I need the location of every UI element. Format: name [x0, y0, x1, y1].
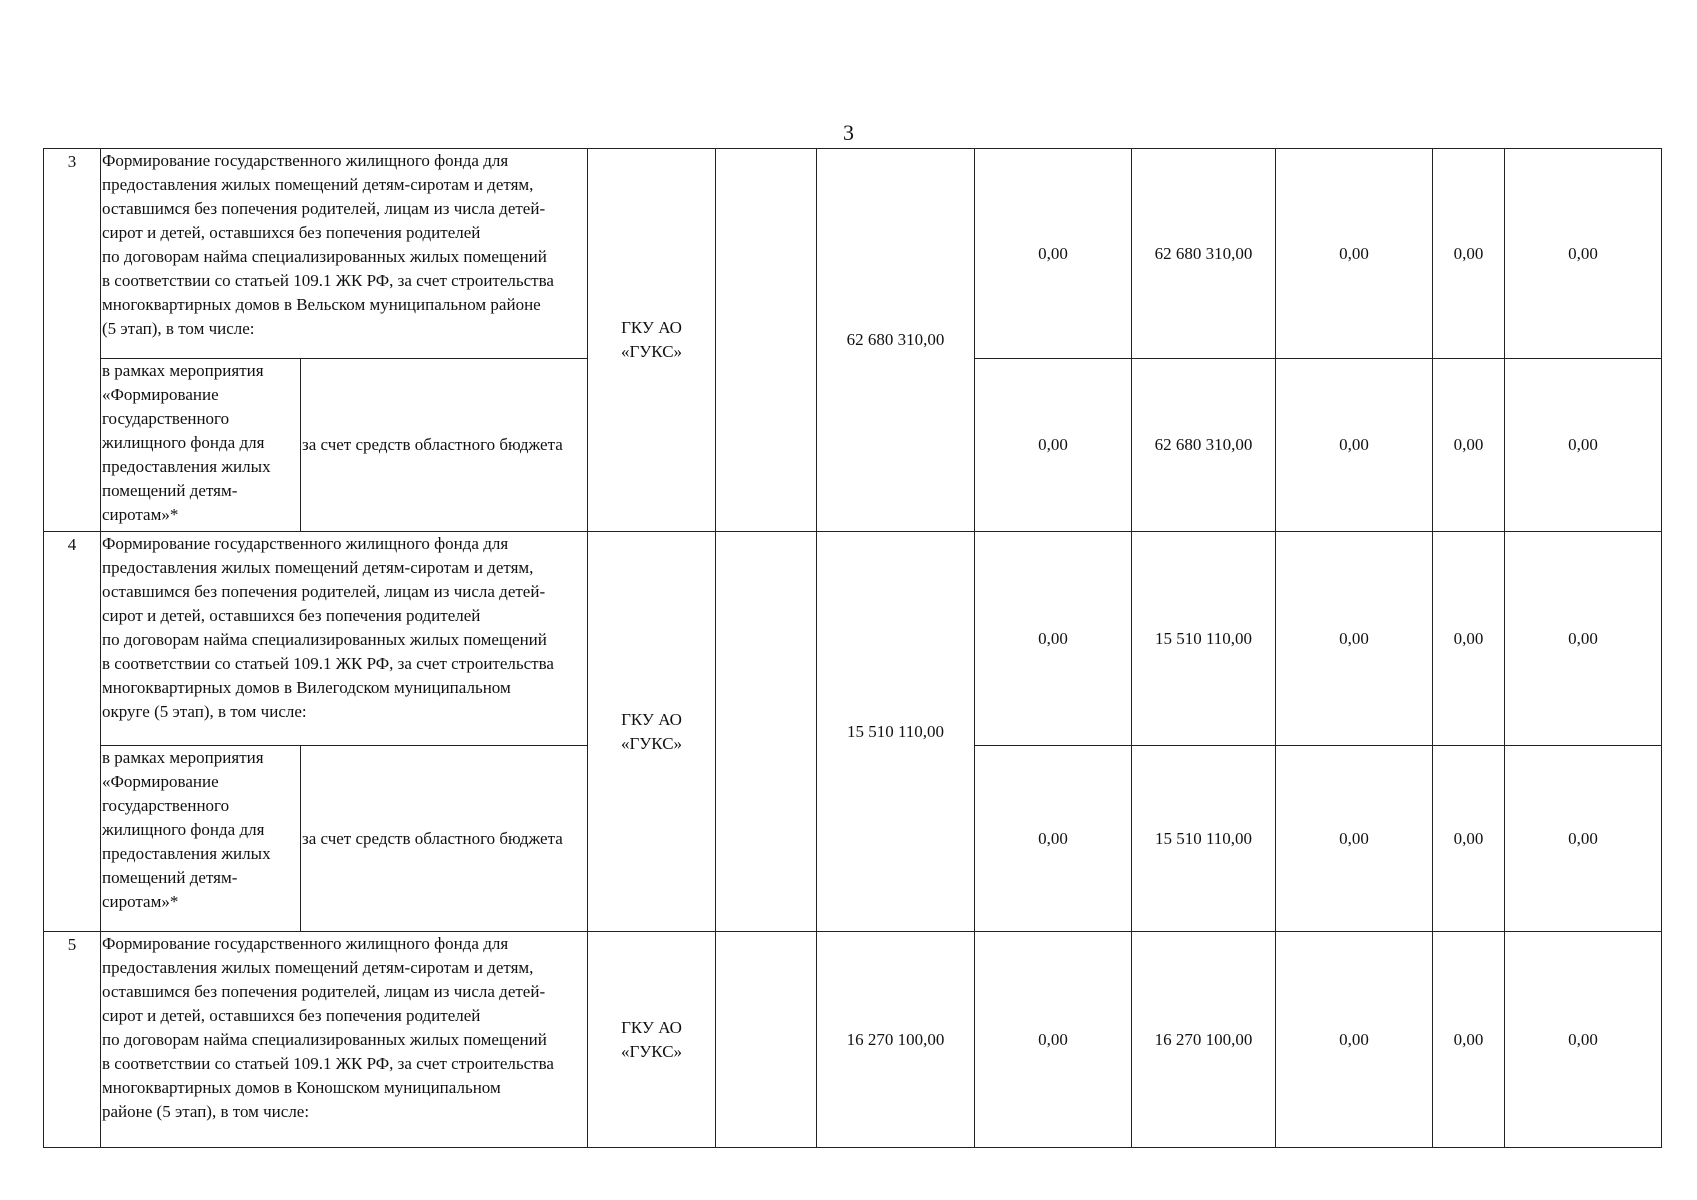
value-cell: 62 680 310,00	[1132, 149, 1276, 359]
description-line: районе (5 этап), в том числе:	[102, 1102, 310, 1121]
table-row	[44, 149, 1662, 359]
sub-label-line: «Формирование	[102, 772, 219, 791]
executor-line: ГКУ АО	[621, 1017, 682, 1037]
executor-line: ГКУ АО	[621, 709, 682, 729]
row-description	[101, 149, 588, 359]
value-cell: 0,00	[1276, 532, 1433, 746]
value-cell: 0,00	[975, 746, 1132, 932]
total-cell: 16 270 100,00	[817, 932, 975, 1148]
value-cell: 0,00	[1433, 746, 1505, 932]
description-line: Формирование государственного жилищного фонда для	[102, 934, 509, 953]
value-cell: 62 680 310,00	[1132, 359, 1276, 532]
sub-label-line: государственного	[102, 409, 230, 428]
value-cell: 0,00	[975, 932, 1132, 1148]
description-line: по договорам найма специализированных жилых помещений	[102, 247, 547, 266]
sub-label-line: в рамках мероприятия	[102, 361, 264, 380]
sub-label-line: жилищного фонда для	[102, 820, 265, 839]
empty-cell	[716, 532, 817, 932]
value-cell: 16 270 100,00	[1132, 932, 1276, 1148]
budget-table	[43, 148, 1662, 1148]
page-number: 3	[843, 120, 854, 145]
description-line: сирот и детей, оставшихся без попечения родителей	[102, 1006, 481, 1025]
funding-source: за счет средств областного бюджета	[301, 359, 588, 532]
row-description	[101, 532, 588, 746]
value-cell: 0,00	[1276, 149, 1433, 359]
empty-cell	[716, 932, 817, 1148]
value-cell: 15 510 110,00	[1132, 746, 1276, 932]
empty-cell	[716, 149, 817, 532]
sub-label-line: жилищного фонда для	[102, 433, 265, 452]
description-line: округе (5 этап), в том числе:	[102, 702, 307, 721]
value-cell: 0,00	[1433, 532, 1505, 746]
description-line: Формирование государственного жилищного фонда для	[102, 534, 509, 553]
value-cell: 0,00	[975, 359, 1132, 532]
description-line: в соответствии со статьей 109.1 ЖК РФ, за счет строительства	[102, 271, 554, 290]
description-line: Формирование государственного жилищного фонда для	[102, 151, 509, 170]
sub-label-line: «Формирование	[102, 385, 219, 404]
sub-label	[101, 746, 301, 932]
value-cell: 0,00	[1276, 932, 1433, 1148]
value-cell: 0,00	[975, 532, 1132, 746]
description-line: предоставления жилых помещений детям-сиротам и детям,	[102, 958, 534, 977]
total-cell: 62 680 310,00	[817, 149, 975, 532]
row-number: 4	[44, 532, 101, 932]
executor-line: ГКУ АО	[621, 318, 682, 337]
table-row	[44, 532, 1662, 746]
value-cell: 0,00	[1505, 359, 1662, 532]
value-cell: 0,00	[1433, 149, 1505, 359]
description-line: оставшимся без попечения родителей, лицам из числа детей-	[102, 582, 546, 601]
description-line: оставшимся без попечения родителей, лицам из числа детей-	[102, 982, 546, 1001]
description-line: предоставления жилых помещений детям-сиротам и детям,	[102, 175, 534, 194]
total-cell: 15 510 110,00	[817, 532, 975, 932]
value-cell: 0,00	[975, 149, 1132, 359]
table-row	[44, 932, 1662, 1148]
row-description	[101, 932, 588, 1148]
description-line: многоквартирных домов в Коношском муниципальном	[102, 1078, 501, 1097]
description-line: по договорам найма специализированных жилых помещений	[102, 630, 547, 649]
value-cell: 0,00	[1276, 746, 1433, 932]
sub-label-line: в рамках мероприятия	[102, 748, 264, 767]
description-line: предоставления жилых помещений детям-сиротам и детям,	[102, 558, 534, 577]
row-number: 5	[44, 932, 101, 1148]
description-line: многоквартирных домов в Вельском муниципальном районе	[102, 295, 541, 314]
sub-label-line: помещений детям-	[102, 868, 238, 887]
value-cell: 0,00	[1505, 746, 1662, 932]
value-cell: 0,00	[1505, 532, 1662, 746]
value-cell: 0,00	[1505, 149, 1662, 359]
executor-line: «ГУКС»	[620, 733, 683, 753]
sub-label-line: помещений детям-	[102, 481, 238, 500]
funding-source: за счет средств областного бюджета	[301, 746, 588, 932]
row-number: 3	[44, 149, 101, 532]
value-cell: 15 510 110,00	[1132, 532, 1276, 746]
description-line: в соответствии со статьей 109.1 ЖК РФ, за счет строительства	[102, 1054, 554, 1073]
executor-cell	[588, 532, 716, 932]
sub-label-line: предоставления жилых	[102, 844, 271, 863]
description-line: в соответствии со статьей 109.1 ЖК РФ, за счет строительства	[102, 654, 554, 673]
value-cell: 0,00	[1505, 932, 1662, 1148]
sub-label-line: сиротам»*	[102, 505, 179, 524]
value-cell: 0,00	[1433, 932, 1505, 1148]
executor-cell	[588, 932, 716, 1148]
description-line: оставшимся без попечения родителей, лицам из числа детей-	[102, 199, 546, 218]
value-cell: 0,00	[1276, 359, 1433, 532]
description-line: сирот и детей, оставшихся без попечения родителей	[102, 606, 481, 625]
executor-line: «ГУКС»	[620, 342, 683, 361]
description-line: сирот и детей, оставшихся без попечения родителей	[102, 223, 481, 242]
executor-cell	[588, 149, 716, 532]
sub-label	[101, 359, 301, 532]
description-line: (5 этап), в том числе:	[102, 319, 255, 338]
sub-label-line: предоставления жилых	[102, 457, 271, 476]
executor-line: «ГУКС»	[620, 1041, 683, 1061]
sub-label-line: сиротам»*	[102, 892, 179, 911]
sub-label-line: государственного	[102, 796, 230, 815]
description-line: по договорам найма специализированных жилых помещений	[102, 1030, 547, 1049]
description-line: многоквартирных домов в Вилегодском муниципальном	[102, 678, 511, 697]
value-cell: 0,00	[1433, 359, 1505, 532]
